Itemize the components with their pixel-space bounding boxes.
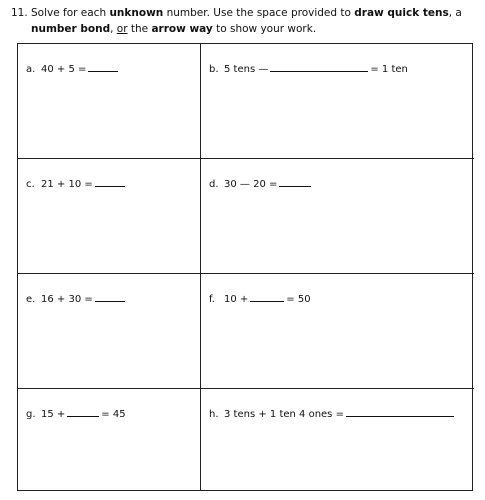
problem-c [26, 176, 127, 190]
instr-text-4: , [110, 23, 117, 35]
instr-underline-or: or [116, 23, 128, 35]
problem-d [209, 176, 313, 190]
work-area-h[interactable] [201, 389, 474, 490]
work-area-g[interactable] [18, 389, 201, 490]
problem-letter: b. [209, 64, 219, 75]
problem-grid [17, 43, 473, 491]
work-area-d[interactable] [201, 159, 474, 274]
problem-text: 16 + 30 = [41, 294, 93, 305]
problem-h [209, 406, 456, 420]
instr-text-1: Solve for each [31, 7, 110, 19]
answer-blank[interactable] [279, 176, 311, 187]
problem-text: 3 tens + 1 ten 4 ones = [224, 409, 344, 420]
instructions-line-2 [11, 21, 476, 37]
instructions [11, 5, 476, 37]
answer-blank[interactable] [270, 61, 368, 72]
instr-bold-arrow-way: arrow way [151, 23, 213, 35]
problem-b [209, 61, 408, 75]
instr-bold-unknown: unknown [109, 7, 164, 19]
problem-letter: d. [209, 179, 219, 190]
problem-text: 30 — 20 = [224, 179, 278, 190]
instr-text-3: , a [448, 7, 462, 19]
answer-blank[interactable] [67, 406, 99, 417]
instr-bold-quick-tens: draw quick tens [354, 7, 449, 19]
instr-text-6: to show your work. [212, 23, 317, 35]
problem-f [209, 291, 311, 305]
problem-text: 21 + 10 = [41, 179, 93, 190]
problem-letter: f. [209, 294, 215, 305]
problem-g [26, 406, 126, 420]
work-area-f[interactable] [201, 274, 474, 389]
problem-text-after: = 45 [101, 409, 126, 420]
answer-blank[interactable] [95, 291, 125, 302]
problem-text: 40 + 5 = [41, 64, 87, 75]
answer-blank[interactable] [250, 291, 284, 302]
work-area-c[interactable] [18, 159, 201, 274]
work-area-a[interactable] [18, 44, 201, 159]
instr-text-5: the [127, 23, 152, 35]
answer-blank[interactable] [346, 406, 454, 417]
problem-text: 15 + [41, 409, 66, 420]
problem-letter: h. [209, 409, 219, 420]
problem-text: 5 tens — [224, 64, 269, 75]
problem-letter: c. [26, 179, 35, 190]
problem-text-after: = 1 ten [370, 64, 408, 75]
problem-text-after: = 50 [286, 294, 311, 305]
problem-a [26, 61, 120, 75]
instructions-line-1 [11, 5, 476, 21]
work-area-b[interactable] [201, 44, 474, 159]
problem-text: 10 + [224, 294, 249, 305]
instr-bold-number-bond: number bond [31, 23, 111, 35]
problem-letter: a. [26, 64, 36, 75]
work-area-e[interactable] [18, 274, 201, 389]
problem-e [26, 291, 127, 305]
instr-text-2: number. Use the space provided to [163, 7, 355, 19]
problem-letter: e. [26, 294, 36, 305]
problem-number: 11. [11, 7, 28, 19]
answer-blank[interactable] [88, 61, 118, 72]
problem-letter: g. [26, 409, 36, 420]
answer-blank[interactable] [95, 176, 125, 187]
